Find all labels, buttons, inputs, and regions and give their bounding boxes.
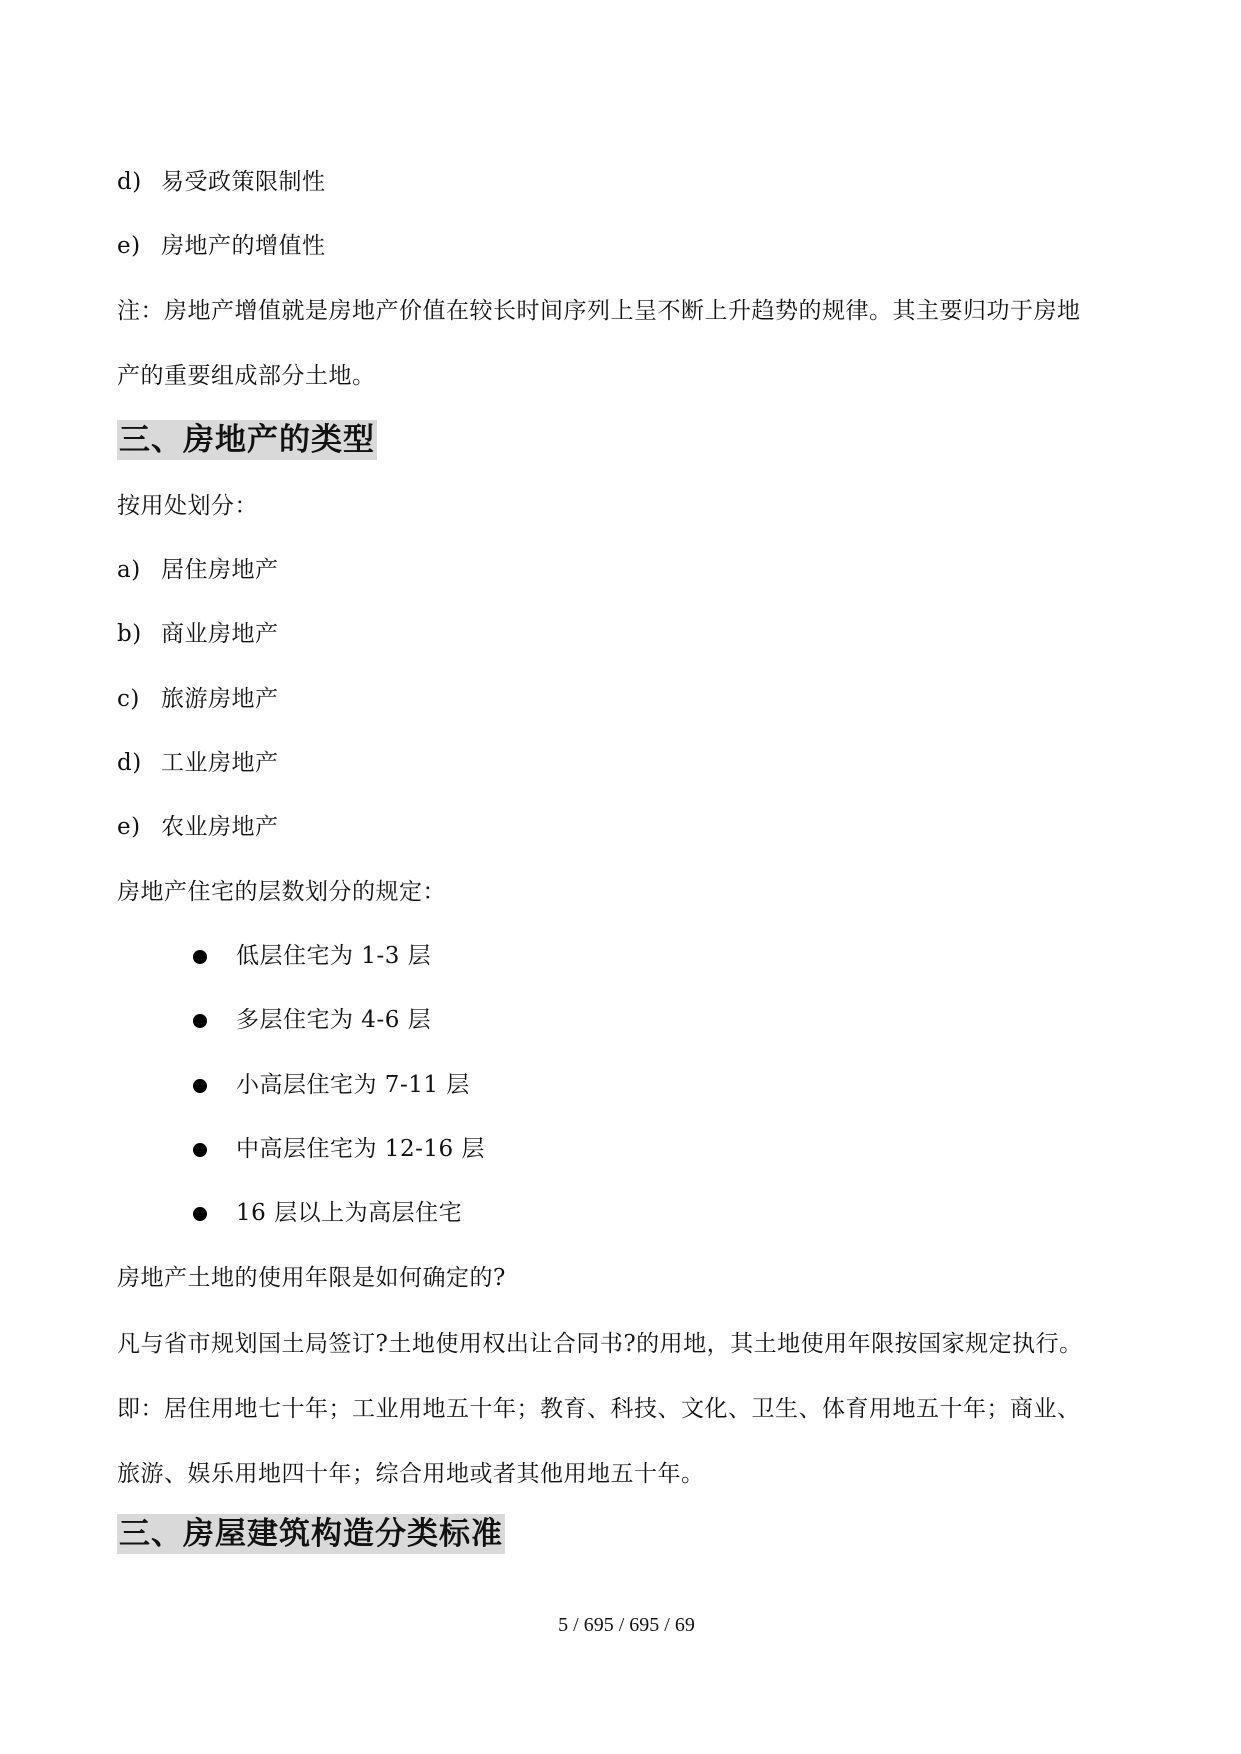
bullet-item-text: 小高层住宅为 7-11 层 [236, 1072, 470, 1098]
bullet-icon [193, 950, 207, 964]
list-item-text: 房地产的增值性 [161, 233, 326, 259]
list-item-text: 商业房地产 [161, 621, 279, 647]
list-item-text: 工业房地产 [161, 750, 279, 776]
list-item [117, 230, 326, 262]
list-item-text: 居住房地产 [161, 557, 279, 583]
list-marker: b) [117, 621, 142, 647]
land-answer-line-1: 凡与省市规划国土局签订?土地使用权出让合同书?的用地，其土地使用年限按国家规定执行。 [117, 1331, 1083, 1357]
list-item [117, 747, 279, 779]
list-item [117, 618, 279, 650]
land-question: 房地产土地的使用年限是如何确定的? [117, 1265, 506, 1291]
list-marker: c) [117, 686, 140, 712]
bullet-icon [193, 1079, 207, 1093]
list-item [117, 811, 279, 843]
bullet-icon [193, 1014, 207, 1028]
bullet-item-text: 多层住宅为 4-6 层 [236, 1007, 432, 1033]
bullet-item-text: 16 层以上为高层住宅 [236, 1200, 463, 1226]
list-item [117, 166, 326, 198]
bullet-item-text: 低层住宅为 1-3 层 [236, 943, 432, 969]
list-marker: d) [117, 169, 142, 195]
list-item-text: 旅游房地产 [161, 686, 279, 712]
list-marker: e) [117, 233, 141, 259]
page-number-footer: 5 / 695 / 695 / 69 [558, 1614, 695, 1636]
list-marker: a) [117, 557, 141, 583]
note-paragraph-line-2: 产的重要组成部分土地。 [117, 363, 376, 389]
land-answer-line-2: 即：居住用地七十年；工业用地五十年；教育、科技、文化、卫生、体育用地五十年；商业、 [117, 1396, 1081, 1422]
by-use-label: 按用处划分： [117, 493, 258, 519]
list-item-text: 农业房地产 [161, 814, 279, 840]
bullet-icon [193, 1207, 207, 1221]
section-heading-construction: 三、房屋建筑构造分类标准 [119, 1516, 503, 1552]
land-answer-line-3: 旅游、娱乐用地四十年；综合用地或者其他用地五十年。 [117, 1461, 705, 1487]
floors-label: 房地产住宅的层数划分的规定： [117, 879, 446, 905]
list-item [117, 554, 279, 586]
note-paragraph-line-1: 注：房地产增值就是房地产价值在较长时间序列上呈不断上升趋势的规律。其主要归功于房地 [117, 298, 1081, 324]
list-marker: d) [117, 750, 142, 776]
bullet-icon [193, 1143, 207, 1157]
section-heading-types: 三、房地产的类型 [119, 422, 375, 458]
list-marker: e) [117, 814, 141, 840]
list-item [117, 683, 279, 715]
list-item-text: 易受政策限制性 [161, 169, 326, 195]
bullet-item-text: 中高层住宅为 12-16 层 [236, 1136, 485, 1162]
